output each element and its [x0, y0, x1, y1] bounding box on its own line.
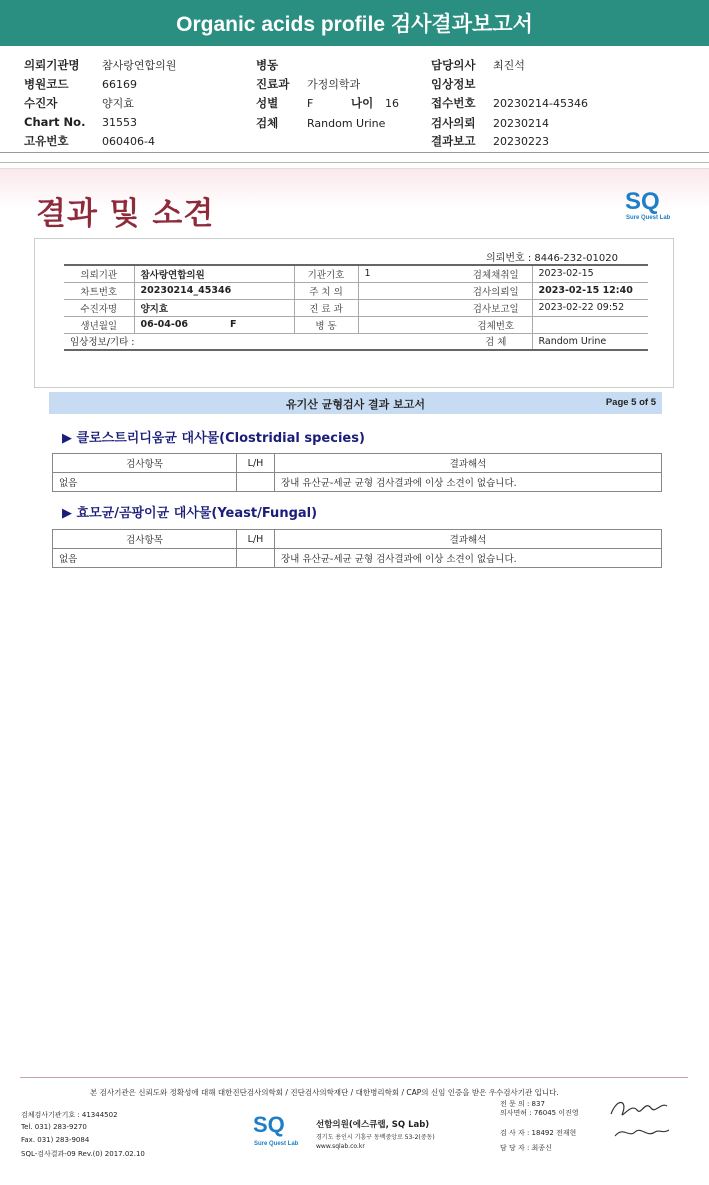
label-cell: 검체번호: [460, 316, 532, 333]
company-website: www.sqlab.co.kr: [316, 1143, 365, 1150]
header-row: Chart No. 31553: [24, 115, 137, 129]
signature-image: [605, 1092, 675, 1152]
divider: [0, 152, 709, 153]
value-cell: 양지효: [134, 299, 294, 316]
page-indicator: Page 5 of 5: [605, 397, 656, 408]
sex: F: [230, 319, 237, 330]
company-address: 경기도 용인시 기흥구 동백중앙로 53-2(중동): [316, 1134, 435, 1141]
value-cell: 2023-02-15: [532, 265, 648, 282]
value-cell: 1: [358, 265, 460, 282]
result-table: [52, 453, 662, 492]
table-row: [64, 316, 648, 333]
value-cell: [358, 316, 460, 333]
header-row: 의뢰기관명 참사랑연합의원: [24, 58, 177, 72]
label-cell: 임상정보/기타 :: [64, 333, 460, 350]
table-header-row: [53, 530, 662, 549]
value-cell: 2023-02-15 12:40: [532, 282, 648, 299]
label-cell: 병 동: [294, 316, 358, 333]
column-header: L/H: [237, 530, 275, 549]
table-cell: 장내 유산균-세균 균형 검사결과에 이상 소견이 없습니다.: [275, 473, 662, 492]
column-header: 결과해석: [275, 530, 662, 549]
sq-logo: [625, 188, 660, 216]
table-row: [53, 549, 662, 568]
table-cell: 장내 유산균-세균 균형 검사결과에 이상 소견이 없습니다.: [275, 549, 662, 568]
header-row: 수진자 양지효: [24, 96, 134, 110]
value-cell: [134, 316, 294, 333]
header-row: 진료과 가정의학과: [256, 77, 361, 91]
logo-subtitle: Sure Quest Lab: [626, 215, 671, 221]
value-cell: [532, 316, 648, 333]
patient-info-table: [64, 264, 648, 351]
header-row: 임상정보: [431, 77, 476, 91]
result-table: [52, 529, 662, 568]
signatory: 담 당 자 : 최종신: [500, 1144, 552, 1152]
table-row: [64, 299, 648, 316]
label-cell: 수진자명: [64, 299, 134, 316]
footer-info: Fax. 031) 283-9084: [21, 1136, 90, 1144]
value-cell: 2023-02-22 09:52: [532, 299, 648, 316]
header-row: 고유번호 060406-4: [24, 134, 155, 148]
section-heading: ▶ 효모균/곰팡이균 대사물(Yeast/Fungal): [62, 506, 318, 521]
logo-text: SQ: [253, 1112, 285, 1137]
label-cell: 검사의뢰일: [460, 282, 532, 299]
table-row: [64, 333, 648, 350]
label-cell: 진 료 과: [294, 299, 358, 316]
label-cell: 생년월일: [64, 316, 134, 333]
report-heading: 결과 및 소견: [36, 196, 215, 232]
label-cell: 검 체: [460, 333, 532, 350]
signatory: 의사면허 : 76045 이진영: [500, 1109, 579, 1117]
divider: [0, 162, 709, 163]
label-cell: 검체채취일: [460, 265, 532, 282]
header-row: 검체 Random Urine: [256, 116, 386, 130]
certification-notice: 본 검사기관은 신뢰도와 정확성에 대해 대한진단검사의학회 / 진단검사의학재단 / 대한병리학회 / CAP의 신임 인증을 받은 우수검사기관 입니다.: [90, 1088, 559, 1097]
signatory: 검 사 자 : 18492 전재현: [500, 1129, 577, 1137]
header-row: 성별 F 나이 16: [256, 96, 399, 110]
column-header: 검사항목: [53, 530, 237, 549]
birthdate: 06-04-06: [140, 319, 189, 330]
table-row: [53, 473, 662, 492]
section-heading: ▶ 클로스트리디움균 대사물(Clostridial species): [62, 431, 365, 446]
value-cell: [358, 299, 460, 316]
column-header: 결과해석: [275, 454, 662, 473]
value-cell: 20230214_45346: [134, 282, 294, 299]
label-cell: 기관기호: [294, 265, 358, 282]
table-cell: [237, 549, 275, 568]
table-cell: 없음: [53, 473, 237, 492]
column-header: L/H: [237, 454, 275, 473]
table-cell: 없음: [53, 549, 237, 568]
value-cell: 참사랑연합의원: [134, 265, 294, 282]
table-cell: [237, 473, 275, 492]
header-row: 접수번호 20230214-45346: [431, 96, 588, 110]
header-row: 검사의뢰 20230214: [431, 116, 549, 130]
table-header-row: [53, 454, 662, 473]
header-row: 병원코드 66169: [24, 77, 137, 91]
header-row: 담당의사 최진석: [431, 58, 525, 72]
footer-info: Tel. 031) 283-9270: [21, 1123, 87, 1131]
table-row: [64, 282, 648, 299]
label-cell: 차트번호: [64, 282, 134, 299]
header-row: 결과보고 20230223: [431, 134, 549, 148]
value-cell: Random Urine: [532, 333, 648, 350]
column-header: 검사항목: [53, 454, 237, 473]
request-number: 의뢰번호 : 8446-232-01020: [486, 253, 618, 264]
footer-info: SQL-검사결과-09 Rev.(0) 2017.02.10: [21, 1150, 145, 1158]
value-cell: [358, 282, 460, 299]
signatory: 전 문 의 : 837: [500, 1100, 545, 1108]
footer-info: 검체검사기관기호 : 41344502: [21, 1111, 118, 1119]
label-cell: 의뢰기관: [64, 265, 134, 282]
table-row: [64, 265, 648, 282]
footer-divider: [20, 1077, 688, 1078]
logo-text: SQ: [625, 188, 660, 215]
logo-subtitle: Sure Quest Lab: [254, 1141, 299, 1147]
label-cell: 주 치 의: [294, 282, 358, 299]
footer-logo: [253, 1112, 285, 1138]
header-row: 병동: [256, 58, 279, 72]
report-subtitle-bar: [49, 392, 662, 414]
document-title: Organic acids profile 검사결과보고서: [0, 0, 709, 46]
report-subtitle: 유기산 균형검사 결과 보고서: [286, 398, 425, 411]
label-cell: 검사보고일: [460, 299, 532, 316]
company-name: 선함의원(에스큐랩, SQ Lab): [316, 1120, 430, 1130]
